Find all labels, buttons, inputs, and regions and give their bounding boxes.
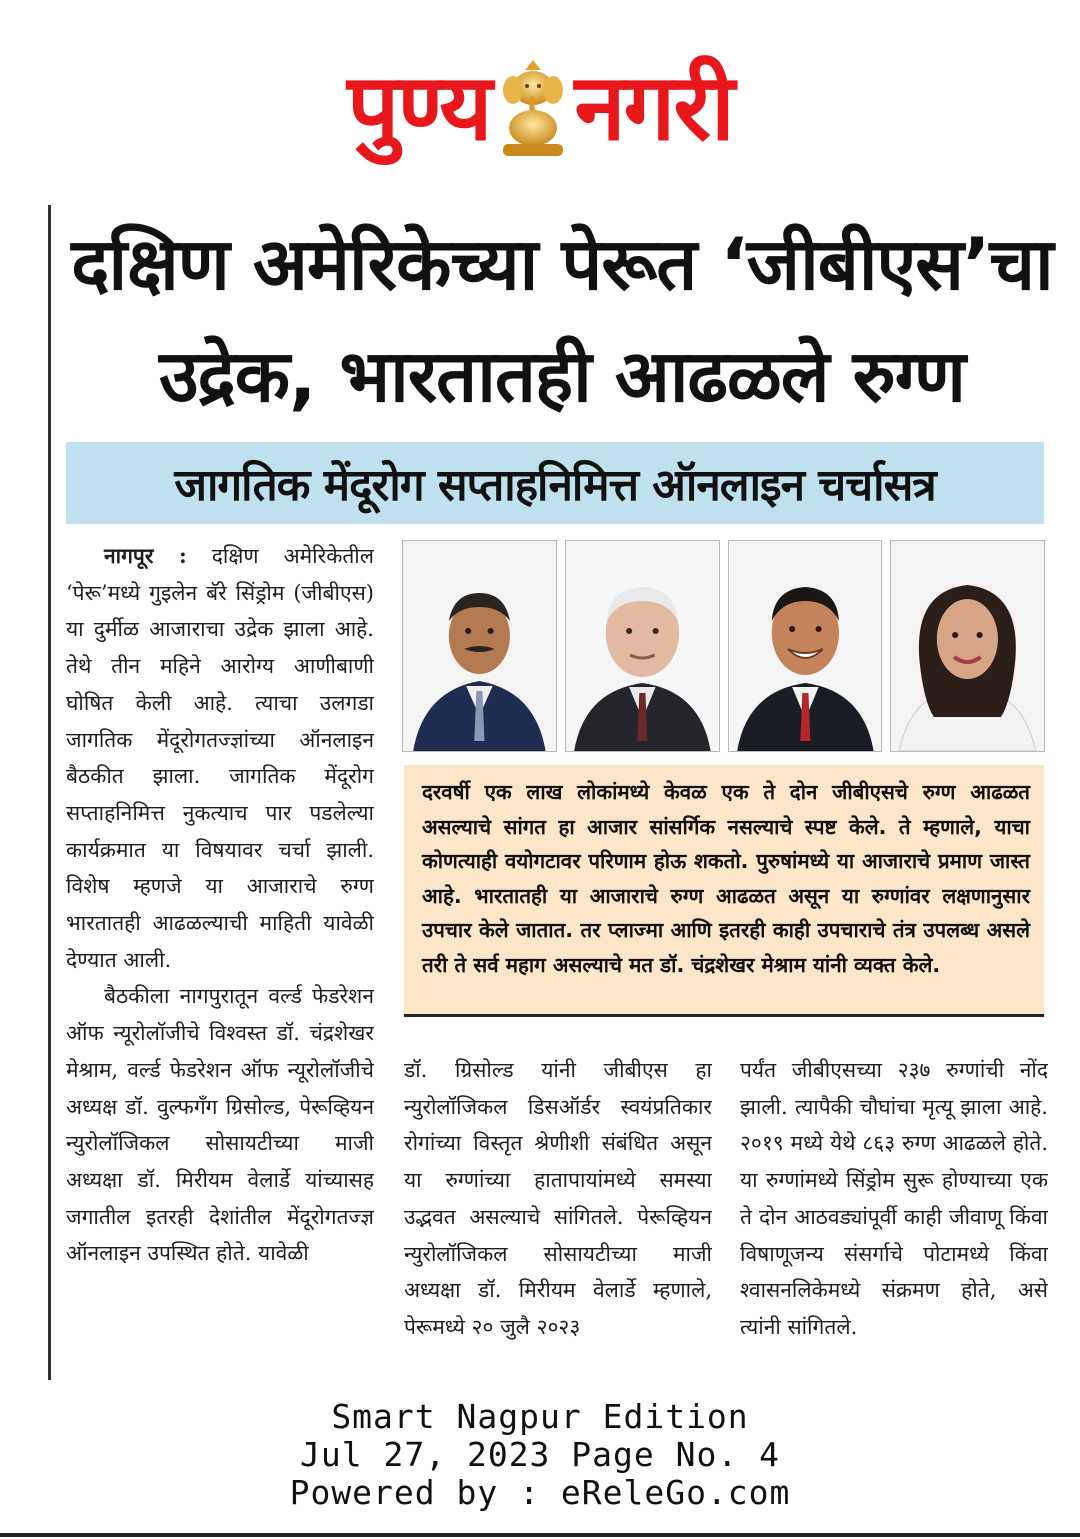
article-column-3	[740, 1052, 1048, 1378]
article-paragraph-2-text: बैठकीला नागपुरातून वर्ल्ड फेडरेशन ऑफ न्यूरोलॉजीचे विश्वस्त डॉ. चंद्रशेखर मेश्राम, वर्ल्ड फेडरेशन ऑफ न्यूरोलॉजीचे अध्यक्ष डॉ. वुल्फगँग ग्रिसोल्ड, पेरूव्हियन न्युरोलॉजिकल सोसायटीच्या माजी अध्यक्षा डॉ. मिरीयम वेलार्डे यांच्यासह जगातील इतरही देशांतील मेंदूरोगतज्ज्ञ ऑनलाइन उपस्थित होते. यावेळी	[66, 984, 374, 1266]
subheadline-band	[66, 442, 1044, 524]
article-column-2	[404, 1052, 712, 1378]
edition-footer	[0, 1398, 1080, 1512]
portrait-man-smiling-icon	[728, 540, 883, 752]
headline	[62, 208, 1062, 432]
article-column-2-text: डॉ. ग्रिसोल्ड यांनी जीबीएस हा न्युरोलॉजिकल डिसऑर्डर स्वयंप्रतिकार रोगांच्या विस्तृत श्रेणीशी संबंधित असून या रुग्णांच्या हातापायांमध्ये समस्या उद्भवत असल्याचे सांगितले. पेरूव्हियन न्युरोलॉजिकल सोसायटीच्या माजी अध्यक्षा डॉ. मिरीयम वेलार्डे म्हणाले, पेरूमध्ये २० जुलै २०२३	[404, 1058, 712, 1339]
article-paragraph-1-text: दक्षिण अमेरिकेतील ‘पेरू’मध्ये गुइलेन बॅरे सिंड्रोम (जीबीएस) या दुर्मीळ आजाराचा उद्रेक झाला आहे. तेथे तीन महिने आरोग्य आणीबाणी घोषित केली आहे. त्याचा उलगडा जागतिक मेंदूरोगतज्ज्ञांच्या ऑनलाइन बैठकीत झाला. जागतिक मेंदूरोग सप्ताहनिमित्त नुकत्याच पार पडलेल्या कार्यक्रमात या विषयावर चर्चा झाली. विशेष म्हणजे या आजाराचे रुग्ण भारतातही आढळल्याची माहिती यावेळी देण्यात आली.	[66, 544, 374, 972]
subheadline: जागतिक मेंदूरोग सप्ताहनिमित्त ऑनलाइन चर्चासत्र	[174, 460, 936, 511]
edition-date-page: Jul 27, 2023 Page No. 4	[300, 1435, 780, 1474]
article-paragraph-2	[66, 978, 374, 1272]
article-paragraph-1	[66, 538, 374, 978]
headline-line-2: उद्रेक, भारतातही आढळले रुग्ण	[159, 334, 965, 418]
left-column-rule	[48, 205, 51, 1380]
portrait-man-mustache-icon	[402, 540, 557, 752]
portrait-woman-icon	[890, 540, 1045, 752]
article-column-3-text: पर्यंत जीबीएसच्या २३७ रुग्णांची नोंद झाली. त्यापैकी चौघांचा मृत्यू झाला आहे. २०१९ मध्ये येथे ८६३ रुग्ण आढळले होते. या रुग्णांमध्ये सिंड्रोम सुरू होण्याच्या एक ते दोन आठवड्यांपूर्वी काही जीवाणू किंवा विषाणूजन्य संसर्गाचे पोटामध्ये किंवा श्वासनलिकेमध्ये संक्रमण होते, असे त्यांनी सांगितले.	[740, 1058, 1048, 1339]
bottom-rule	[0, 1533, 1080, 1537]
headline-line-1: दक्षिण अमेरिकेच्या पेरूत ‘जीबीएस’चा	[71, 222, 1053, 306]
powered-by: Powered by : eReleGo.com	[289, 1473, 791, 1512]
masthead-right-word: नगरी	[574, 54, 733, 161]
ganesha-emblem-icon	[497, 56, 569, 160]
article-column-1	[66, 538, 374, 1378]
edition-name: Smart Nagpur Edition	[331, 1397, 749, 1436]
masthead-left-word: पुण्य	[347, 54, 491, 161]
masthead	[0, 48, 1080, 168]
photo-strip	[402, 540, 1045, 750]
highlight-box: दरवर्षी एक लाख लोकांमध्ये केवळ एक ते दोन जीबीएसचे रुग्ण आढळत असल्याचे सांगत हा आजार सांसर्गिक नसल्याचे स्पष्ट केले. ते म्हणाले, याचा कोणत्याही वयोगटावर परिणाम होऊ शकतो. पुरुषांमध्ये या आजाराचे प्रमाण जास्त आहे. भारतातही या आजाराचे रुग्ण आढळत असून या रुग्णांवर लक्षणानुसार उपचार केले जातात. तर प्लाज्मा आणि इतरही काही उपचाराचे तंत्र उपलब्ध असले तरी ते सर्व महाग असल्याचे मत डॉ. चंद्रशेखर मेश्राम यांनी व्यक्त केले.	[404, 765, 1044, 1017]
dateline: नागपूर :	[104, 543, 187, 568]
portrait-older-man-icon	[565, 540, 720, 752]
